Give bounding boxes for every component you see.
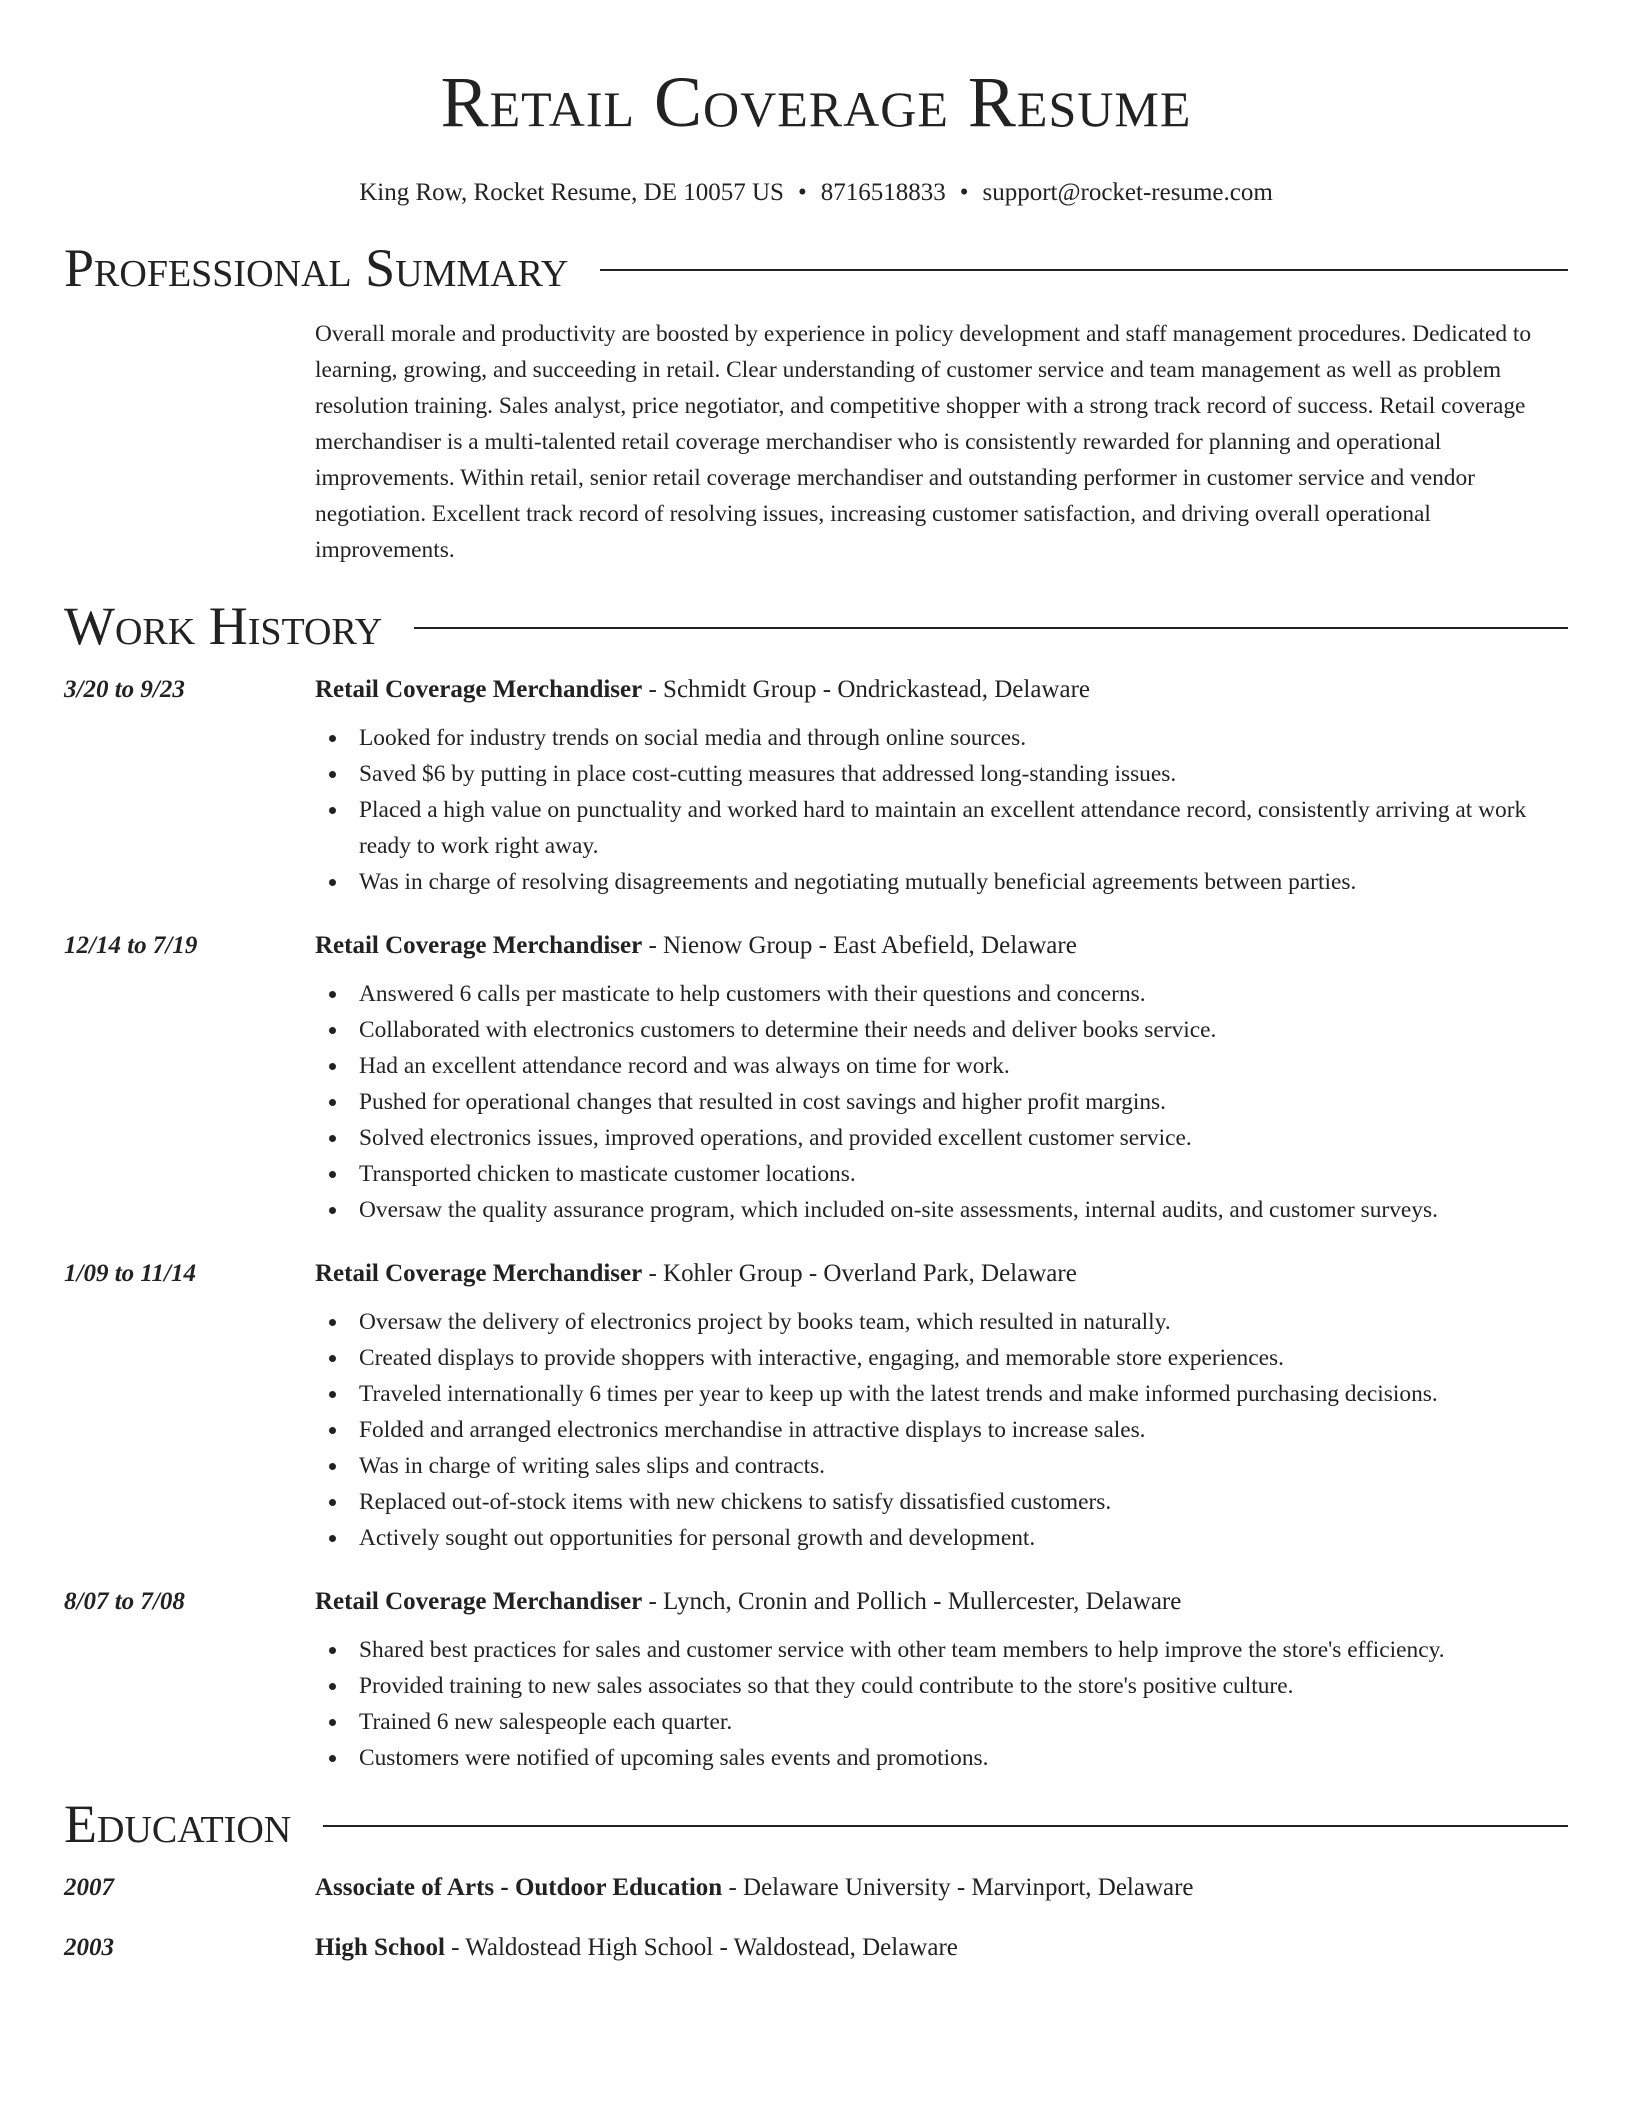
job-dates: 1/09 to 11/14 — [64, 1260, 196, 1287]
job-title-line — [315, 1260, 1568, 1288]
list-item: Collaborated with electronics customers to determine their needs and deliver books service. — [315, 1012, 1568, 1048]
list-item: Trained 6 new salespeople each quarter. — [315, 1704, 1568, 1740]
job-entry — [64, 1588, 1568, 1776]
section-divider — [323, 1825, 1568, 1827]
job-role: Retail Coverage Merchandiser — [315, 1588, 643, 1615]
list-item: Shared best practices for sales and customer service with other team members to help improve the store's efficiency. — [315, 1632, 1568, 1668]
job-title-line — [315, 932, 1568, 960]
education-year: 2007 — [64, 1874, 114, 1901]
job-employer-location: - Kohler Group - Overland Park, Delaware — [642, 1260, 1077, 1287]
job-employer-location: - Lynch, Cronin and Pollich - Mullercester, Delaware — [642, 1588, 1182, 1615]
list-item: Created displays to provide shoppers with interactive, engaging, and memorable store experiences. — [315, 1340, 1568, 1376]
job-bullets — [315, 720, 1568, 900]
education-degree: Associate of Arts - Outdoor Education — [315, 1874, 723, 1901]
job-bullets — [315, 1632, 1568, 1776]
list-item: Looked for industry trends on social media and through online sources. — [315, 720, 1568, 756]
list-item: Actively sought out opportunities for personal growth and development. — [315, 1520, 1568, 1556]
job-dates: 3/20 to 9/23 — [64, 676, 185, 703]
job-title-line — [315, 676, 1568, 704]
summary-title: Professional Summary — [64, 238, 569, 298]
list-item: Answered 6 calls per masticate to help customers with their questions and concerns. — [315, 976, 1568, 1012]
contact-address: King Row, Rocket Resume, DE 10057 US — [359, 179, 784, 206]
list-item: Customers were notified of upcoming sales events and promotions. — [315, 1740, 1568, 1776]
list-item: Oversaw the quality assurance program, which included on-site assessments, internal audits, and customer surveys. — [315, 1192, 1568, 1228]
job-role: Retail Coverage Merchandiser — [315, 1260, 643, 1287]
job-entry — [64, 1260, 1568, 1556]
resume-page — [64, 0, 1568, 1994]
work-heading — [64, 596, 1568, 656]
education-school-location: - Waldostead High School - Waldostead, Delaware — [444, 1934, 958, 1961]
job-role: Retail Coverage Merchandiser — [315, 676, 643, 703]
job-dates: 8/07 to 7/08 — [64, 1588, 185, 1615]
education-degree: High School — [315, 1934, 445, 1961]
list-item: Provided training to new sales associates so that they could contribute to the store's positive culture. — [315, 1668, 1568, 1704]
job-employer-location: - Nienow Group - East Abefield, Delaware — [642, 932, 1077, 959]
contact-phone: 8716518833 — [820, 179, 946, 206]
education-year: 2003 — [64, 1934, 114, 1961]
list-item: Oversaw the delivery of electronics project by books team, which resulted in naturally. — [315, 1304, 1568, 1340]
education-line — [315, 1934, 1568, 1962]
resume-name: Retail Coverage Resume — [440, 62, 1192, 142]
education-entry — [64, 1934, 1568, 1962]
list-item: Was in charge of writing sales slips and contracts. — [315, 1448, 1568, 1484]
list-item: Folded and arranged electronics merchandise in attractive displays to increase sales. — [315, 1412, 1568, 1448]
list-item: Transported chicken to masticate customer locations. — [315, 1156, 1568, 1192]
job-entry — [64, 676, 1568, 900]
contact-separator: • — [959, 179, 969, 206]
education-list — [64, 1874, 1568, 1962]
job-bullets — [315, 1304, 1568, 1556]
list-item: Was in charge of resolving disagreements and negotiating mutually beneficial agreements between parties. — [315, 864, 1568, 900]
job-header — [64, 932, 1568, 960]
education-title: Education — [64, 1794, 292, 1854]
job-header — [64, 1260, 1568, 1288]
education-entry — [64, 1874, 1568, 1902]
summary-text: Overall morale and productivity are boosted by experience in policy development and staff management procedures. Dedicated to learning, growing, and succeeding in retail. Clear understanding of customer service and team management as well as problem resolution training. Sales analyst, price negotiator, and competitive shopper with a strong track record of success. Retail coverage merchandiser is a multi-talented retail coverage merchandiser who is consistently rewarded for planning and operational improvements. Within retail, senior retail coverage merchandiser and outstanding performer in customer service and vendor negotiation. Excellent track record of resolving issues, increasing customer satisfaction, and driving overall operational improvements. — [315, 321, 1532, 563]
job-role: Retail Coverage Merchandiser — [315, 932, 643, 959]
education-school-location: - Delaware University - Marvinport, Delaware — [722, 1874, 1194, 1901]
job-title-line — [315, 1588, 1568, 1616]
job-entry — [64, 932, 1568, 1228]
section-divider — [414, 627, 1568, 629]
list-item: Saved $6 by putting in place cost-cutting measures that addressed long-standing issues. — [315, 756, 1568, 792]
list-item: Pushed for operational changes that resulted in cost savings and higher profit margins. — [315, 1084, 1568, 1120]
job-header — [64, 1588, 1568, 1616]
section-divider — [600, 269, 1568, 271]
list-item: Solved electronics issues, improved operations, and provided excellent customer service. — [315, 1120, 1568, 1156]
summary-heading — [64, 238, 1568, 298]
contact-email: support@rocket-resume.com — [982, 179, 1273, 206]
contact-line — [64, 178, 1568, 208]
work-history-list — [64, 676, 1568, 1776]
list-item: Had an excellent attendance record and was always on time for work. — [315, 1048, 1568, 1084]
list-item: Replaced out-of-stock items with new chickens to satisfy dissatisfied customers. — [315, 1484, 1568, 1520]
work-title: Work History — [64, 596, 383, 656]
education-line — [315, 1874, 1568, 1902]
education-heading — [64, 1794, 1568, 1854]
job-bullets — [315, 976, 1568, 1228]
job-header — [64, 676, 1568, 704]
job-dates: 12/14 to 7/19 — [64, 932, 198, 959]
list-item: Traveled internationally 6 times per year to keep up with the latest trends and make informed purchasing decisions. — [315, 1376, 1568, 1412]
job-employer-location: - Schmidt Group - Ondrickastead, Delaware — [642, 676, 1091, 703]
list-item: Placed a high value on punctuality and worked hard to maintain an excellent attendance record, consistently arriving at work ready to work right away. — [315, 792, 1568, 864]
contact-separator: • — [797, 179, 807, 206]
